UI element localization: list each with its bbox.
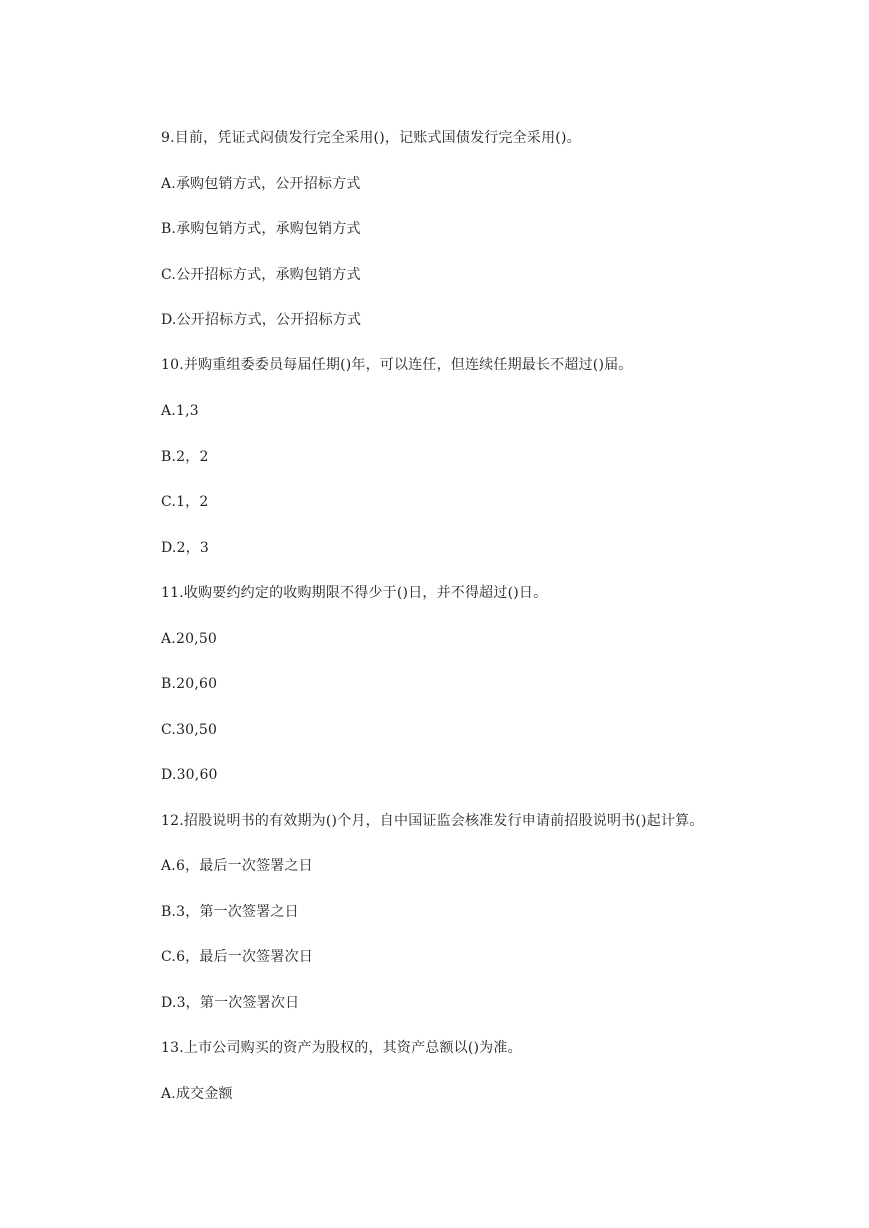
question-11-stem: 11.收购要约约定的收购期限不得少于()日，并不得超过()日。 [161, 585, 548, 601]
question-11-option-c: C.30,50 [161, 722, 218, 738]
question-10-option-b: B.2，2 [161, 449, 209, 465]
question-11-option-d: D.30,60 [161, 767, 218, 783]
question-9-option-b: B.承购包销方式，承购包销方式 [161, 221, 361, 237]
question-9-option-a: A.承购包销方式，公开招标方式 [161, 176, 361, 192]
question-9-option-d: D.公开招标方式，公开招标方式 [161, 312, 362, 328]
question-10-option-a: A.1,3 [161, 403, 199, 419]
question-13-stem: 13.上市公司购买的资产为股权的，其资产总额以()为准。 [161, 1040, 522, 1056]
question-9-stem: 9.目前，凭证式闷债发行完全采用()，记账式国债发行完全采用()。 [161, 130, 581, 146]
question-10-option-d: D.2，3 [161, 540, 209, 556]
question-10-stem: 10.并购重组委委员每届任期()年，可以连任，但连续任期最长不超过()届。 [161, 357, 633, 373]
question-12-option-c: C.6，最后一次签署次日 [161, 949, 313, 965]
question-12-stem: 12.招股说明书的有效期为()个月，自中国证监会核准发行申请前招股说明书()起计算。 [161, 813, 704, 829]
question-11-option-a: A.20,50 [161, 631, 218, 647]
question-12-option-d: D.3，第一次签署次日 [161, 995, 300, 1011]
question-11-option-b: B.20,60 [161, 676, 218, 692]
question-9-option-c: C.公开招标方式，承购包销方式 [161, 267, 361, 283]
question-10-option-c: C.1，2 [161, 494, 209, 510]
question-12-option-a: A.6，最后一次签署之日 [161, 858, 313, 874]
question-12-option-b: B.3，第一次签署之日 [161, 904, 299, 920]
question-13-option-a: A.成交金额 [161, 1086, 233, 1102]
